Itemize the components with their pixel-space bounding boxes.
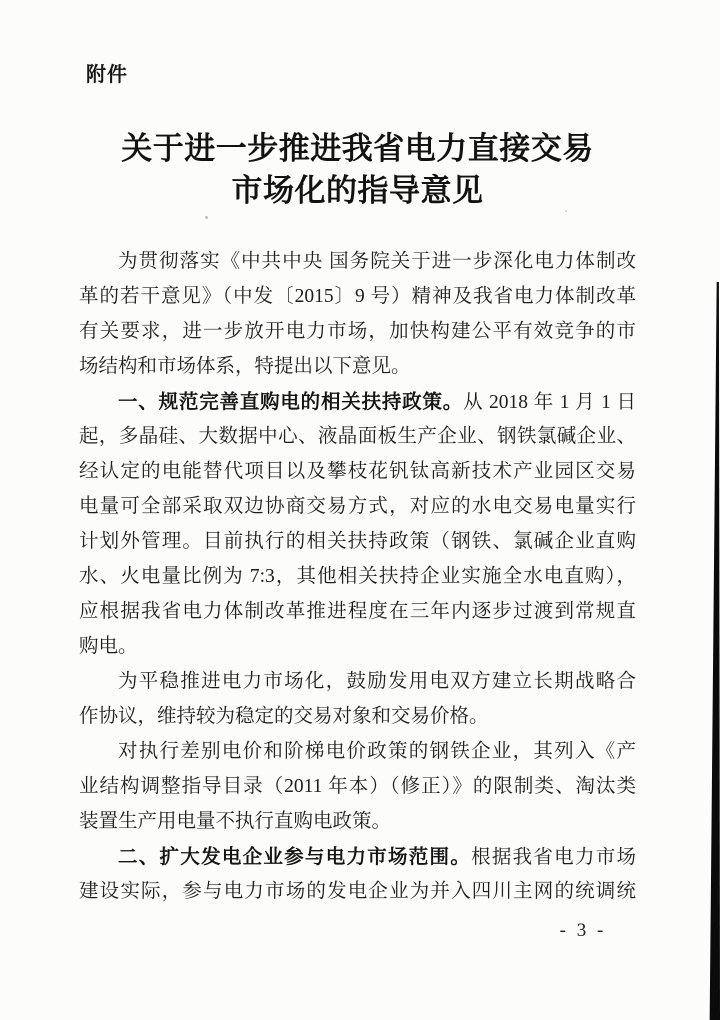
text-line xyxy=(79,594,636,629)
body-text: 起，多晶硅、大数据中心、液晶面板生产企业、钢铁氯碱企业、 xyxy=(79,426,636,447)
text-line xyxy=(79,769,636,804)
body-text: 对执行差别电价和阶梯电价政策的钢铁企业，其列入《产 xyxy=(118,741,636,762)
attachment-label: 附件 xyxy=(86,62,128,86)
text-line xyxy=(79,874,636,909)
scan-noise-speck xyxy=(362,820,365,822)
paragraph xyxy=(79,734,636,839)
body-text: 装置生产用电量不执行直购电政策。 xyxy=(79,811,392,832)
paragraph xyxy=(79,384,636,664)
body-text: 作协议，维持较为稳定的交易对象和交易价格。 xyxy=(79,706,489,727)
document-body xyxy=(79,244,636,909)
section-heading-text: 一、规范完善直购电的相关扶持政策。 xyxy=(118,390,464,413)
text-line xyxy=(79,419,636,454)
text-line xyxy=(79,454,636,489)
page-number: - 3 - xyxy=(559,920,607,941)
text-line xyxy=(79,629,636,664)
body-text: 购电。 xyxy=(79,636,138,657)
body-text: 革的若干意见》（中发〔2015〕9 号）精神及我省电力体制改革 xyxy=(79,286,636,307)
scan-noise-speck xyxy=(205,216,208,219)
text-line xyxy=(79,699,636,734)
paragraph xyxy=(79,839,636,909)
document-title xyxy=(79,128,636,212)
body-text: 业结构调整指导目录（2011 年本）（修正）》的限制类、淘汰类 xyxy=(79,776,636,797)
text-line xyxy=(79,664,636,699)
text-line xyxy=(79,349,636,384)
text-line xyxy=(79,279,636,314)
text-line xyxy=(79,244,636,279)
text-line xyxy=(79,804,636,839)
scan-noise-speck xyxy=(565,210,567,212)
document-title-line-2: 市场化的指导意见 xyxy=(231,173,484,209)
text-line xyxy=(79,559,636,594)
text-line xyxy=(79,489,636,524)
text-line-section-heading xyxy=(79,839,636,874)
body-text: 建设实际，参与电力市场的发电企业为并入四川主网的统调统 xyxy=(79,881,636,902)
body-text: 应根据我省电力体制改革推进程度在三年内逐步过渡到常规直 xyxy=(79,601,636,622)
text-line xyxy=(79,314,636,349)
text-line xyxy=(79,524,636,559)
section-heading-text: 二、扩大发电企业参与电力市场范围。 xyxy=(118,845,472,868)
body-text: 电量可全部采取双边协商交易方式，对应的水电交易电量实行 xyxy=(79,496,636,517)
body-text: 为平稳推进电力市场化，鼓励发用电双方建立长期战略合 xyxy=(118,671,636,692)
body-text: 计划外管理。目前执行的相关扶持政策（钢铁、氯碱企业直购 xyxy=(79,531,636,552)
body-text: 经认定的电能替代项目以及攀枝花钒钛高新技术产业园区交易 xyxy=(79,461,636,482)
text-line-section-heading xyxy=(79,384,636,419)
text-line xyxy=(79,734,636,769)
body-text: 水、火电量比例为 7:3，其他相关扶持企业实施全水电直购）， xyxy=(79,566,636,587)
scan-noise-speck xyxy=(342,816,346,819)
body-text: 根据我省电力市场 xyxy=(471,847,636,868)
body-text: 为贯彻落实《中共中央 国务院关于进一步深化电力体制改 xyxy=(118,251,636,272)
paragraph xyxy=(79,244,636,384)
scan-edge-artifact xyxy=(709,282,720,1020)
document-title-line-1: 关于进一步推进我省电力直接交易 xyxy=(121,131,594,167)
body-text: 场结构和市场体系，特提出以下意见。 xyxy=(79,356,411,377)
body-text: 有关要求，进一步放开电力市场，加快构建公平有效竞争的市 xyxy=(79,321,636,342)
body-text: 从 2018 年 1 月 1 日 xyxy=(463,392,636,413)
paragraph xyxy=(79,664,636,734)
